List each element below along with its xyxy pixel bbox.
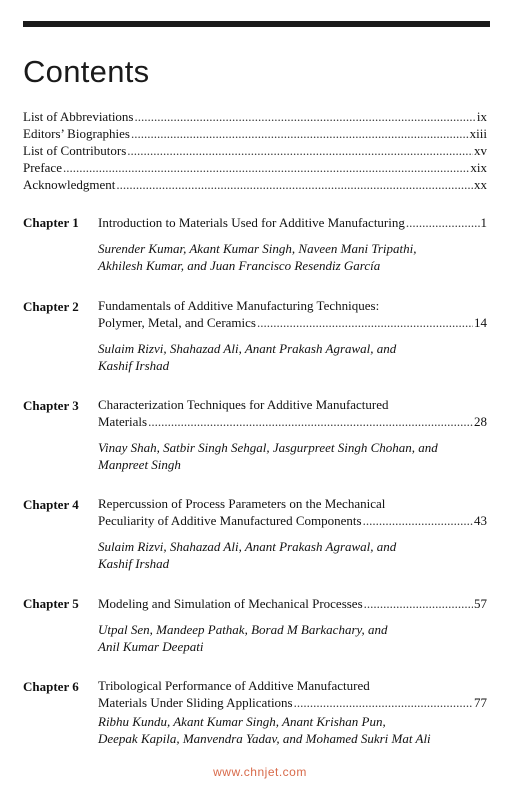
dot-leader: [63, 159, 469, 176]
chapter-authors: [98, 439, 487, 473]
entry-page: ix: [476, 109, 487, 124]
chapter-page: 57: [474, 596, 487, 611]
entry-label: List of Abbreviations: [23, 109, 134, 124]
chapter-page: 28: [474, 414, 487, 429]
chapter-authors: [98, 538, 487, 572]
front-matter-list: [23, 108, 487, 193]
front-matter-entry[interactable]: [23, 176, 487, 193]
chapter-body: [98, 595, 487, 655]
page-title: Contents: [23, 54, 150, 89]
front-matter-entry[interactable]: [23, 142, 487, 159]
chapter-label: Chapter 5: [23, 596, 79, 611]
chapter-title: Characterization Techniques for Additive Manufactured: [98, 397, 389, 412]
author-line: Kashif Irshad: [98, 556, 170, 571]
author-line: Sulaim Rizvi, Shahazad Ali, Anant Prakash Agrawal, and: [98, 539, 397, 554]
chapter-body: [98, 496, 487, 572]
chapter-title: Introduction to Materials Used for Additive Manufacturing: [98, 215, 405, 230]
author-line: Ribhu Kundu, Akant Kumar Singh, Anant Krishan Pun,: [98, 714, 386, 729]
chapter-title-line[interactable]: [98, 694, 487, 711]
chapter-title: Repercussion of Process Parameters on the Mechanical: [98, 496, 386, 511]
author-line: Deepak Kapila, Manvendra Yadav, and Mohamed Sukri Mat Ali: [98, 731, 431, 746]
chapter-label: Chapter 6: [23, 679, 79, 694]
chapter-title: Modeling and Simulation of Mechanical Processes: [98, 596, 363, 611]
chapter-page: 14: [474, 315, 487, 330]
chapter-title-line[interactable]: [98, 214, 487, 231]
dot-leader: [116, 176, 473, 193]
chapter-page: 77: [474, 695, 487, 710]
chapter-title: Materials Under Sliding Applications: [98, 695, 293, 710]
author-line: Kashif Irshad: [98, 358, 170, 373]
chapter-authors: [98, 621, 487, 655]
chapter-authors: [98, 340, 487, 374]
entry-page: xv: [474, 143, 487, 158]
front-matter-entry[interactable]: [23, 159, 487, 176]
chapter-title-line[interactable]: [98, 512, 487, 529]
dot-leader: [294, 694, 473, 711]
author-line: Utpal Sen, Mandeep Pathak, Borad M Barkachary, and: [98, 622, 388, 637]
chapter-authors: [98, 240, 487, 274]
chapter-body: [98, 214, 487, 274]
dot-leader: [127, 142, 473, 159]
chapter-title: Materials: [98, 414, 148, 429]
author-line: Manpreet Singh: [98, 457, 181, 472]
chapter-title-line[interactable]: [98, 314, 487, 331]
chapter-page: 43: [474, 513, 487, 528]
author-line: Vinay Shah, Satbir Singh Sehgal, Jasgurpreet Singh Chohan, and: [98, 440, 438, 455]
dot-leader: [131, 125, 469, 142]
chapter-title: Tribological Performance of Additive Manufactured: [98, 678, 370, 693]
front-matter-entry[interactable]: [23, 108, 487, 125]
author-line: Sulaim Rizvi, Shahazad Ali, Anant Prakash Agrawal, and: [98, 341, 397, 356]
chapter-label: Chapter 4: [23, 497, 79, 512]
dot-leader: [257, 314, 473, 331]
chapter-body: [98, 678, 487, 747]
chapter-title: Polymer, Metal, and Ceramics: [98, 315, 256, 330]
chapter-body: [98, 397, 487, 473]
dot-leader: [406, 214, 480, 231]
watermark: www.chnjet.com: [213, 765, 307, 779]
top-rule: [23, 21, 490, 27]
chapter-page: 1: [480, 215, 487, 230]
chapter-label: Chapter 2: [23, 299, 79, 314]
chapter-body: [98, 298, 487, 374]
dot-leader: [135, 108, 476, 125]
dot-leader: [364, 595, 473, 612]
entry-label: Preface: [23, 160, 62, 175]
chapter-title: Peculiarity of Additive Manufactured Components: [98, 513, 362, 528]
chapter-label: Chapter 3: [23, 398, 79, 413]
entry-label: Acknowledgment: [23, 177, 116, 192]
entry-label: Editors’ Biographies: [23, 126, 130, 141]
chapter-label: Chapter 1: [23, 215, 79, 230]
author-line: Surender Kumar, Akant Kumar Singh, Naveen Mani Tripathi,: [98, 241, 417, 256]
chapter-title-line[interactable]: [98, 595, 487, 612]
dot-leader: [148, 413, 473, 430]
author-line: Anil Kumar Deepati: [98, 639, 204, 654]
dot-leader: [363, 512, 473, 529]
chapter-authors: [98, 713, 487, 747]
entry-label: List of Contributors: [23, 143, 127, 158]
chapter-title: Fundamentals of Additive Manufacturing Techniques:: [98, 298, 380, 313]
front-matter-entry[interactable]: [23, 125, 487, 142]
chapter-title-line[interactable]: [98, 413, 487, 430]
entry-page: xiii: [469, 126, 487, 141]
entry-page: xx: [474, 177, 487, 192]
author-line: Akhilesh Kumar, and Juan Francisco Resendiz García: [98, 258, 381, 273]
entry-page: xix: [470, 160, 487, 175]
